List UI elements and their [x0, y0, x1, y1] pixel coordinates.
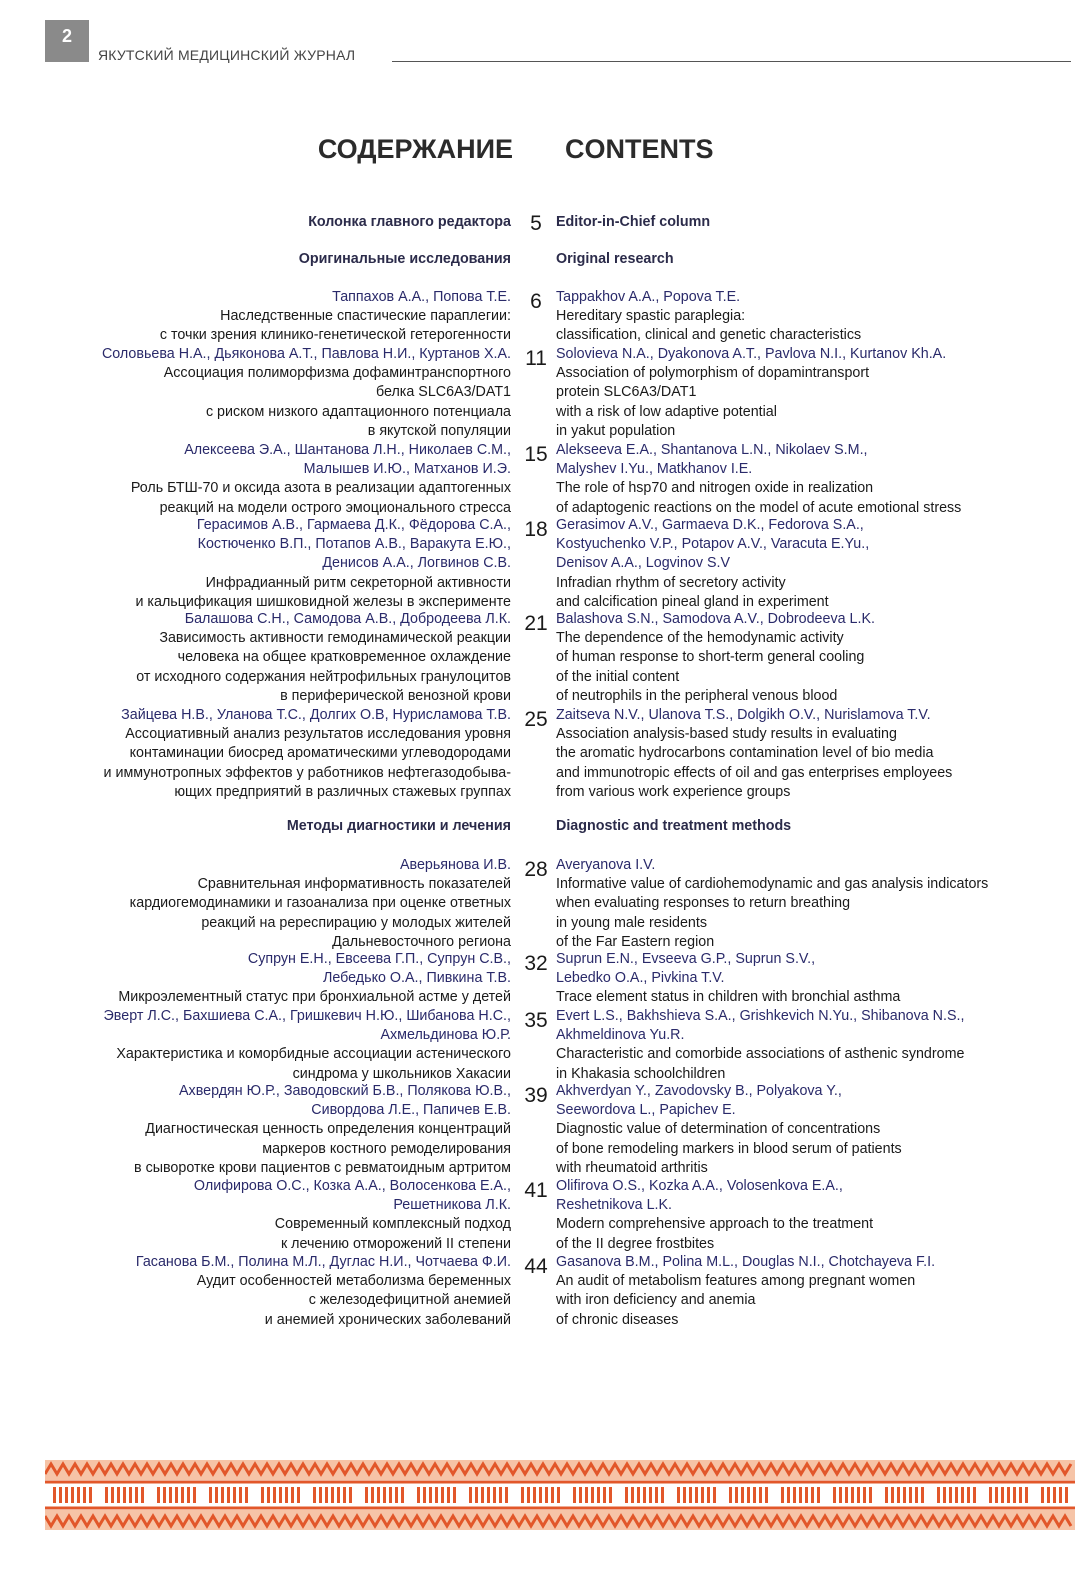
ornament-bar — [105, 1487, 108, 1503]
entry-ru — [21, 856, 511, 952]
ornament-bar — [573, 1487, 576, 1503]
ornament-bar — [557, 1487, 560, 1503]
ornament-bar — [53, 1487, 56, 1503]
ornament-bar — [371, 1487, 374, 1503]
entry-title-en: Hereditary spastic paraplegia: — [556, 308, 746, 325]
entry-title-ru: в периферической венозной крови — [280, 687, 511, 704]
entry-title-en: with iron deficiency and anemia — [556, 1292, 756, 1309]
entry-authors-en: Gerasimov A.V., Garmaeva D.K., Fedorova S.A., — [556, 517, 864, 533]
entry-page-number: 44 — [524, 1255, 548, 1278]
ornament-bar — [123, 1487, 126, 1503]
ornament-bar — [1053, 1487, 1056, 1503]
ornament-bar — [689, 1487, 692, 1503]
ornament-bar — [863, 1487, 866, 1503]
ornament-bar — [585, 1487, 588, 1503]
ornament-bar — [903, 1487, 906, 1503]
editor-column-ru: Колонка главного редактора — [308, 214, 511, 230]
ornament-bar — [701, 1487, 704, 1503]
entry-title-ru: Диагностическая ценность определения концентраций — [145, 1121, 511, 1138]
section-heading-en: Original research — [556, 251, 674, 267]
entry-authors-en: Suprun E.N., Evseeva G.P., Suprun S.V., — [556, 951, 816, 967]
entry-title-en: Diagnostic value of determination of concentrations — [556, 1121, 881, 1138]
entry-ru — [21, 1082, 511, 1178]
entry-en — [556, 1082, 1074, 1178]
entry-title-en: and calcification pineal gland in experiment — [556, 593, 829, 610]
ornament-bar — [869, 1487, 872, 1503]
entry-title-en: of the initial content — [556, 668, 680, 685]
entry-title-ru: с точки зрения клинико-генетической гетерогенности — [159, 327, 511, 344]
entry-title-ru: маркеров костного ремоделирования — [262, 1140, 511, 1157]
entry-authors-en: Alekseeva E.A., Shantanova L.N., Nikolaev S.M., — [556, 442, 868, 458]
ornament-bar — [949, 1487, 952, 1503]
ornament-bar — [643, 1487, 646, 1503]
ornament-bar — [661, 1487, 664, 1503]
entry-title-ru: реакций на модели острого эмоционального стресса — [159, 499, 511, 516]
ornament-bar — [545, 1487, 548, 1503]
entry-page-number: 18 — [524, 518, 548, 541]
ornament-bar — [637, 1487, 640, 1503]
entry-title-en: of the Far Eastern region — [556, 933, 715, 950]
ornament-bar — [891, 1487, 894, 1503]
entry-title-ru: Микроэлементный статус при бронхиальной астме у детей — [118, 989, 511, 1006]
ornament-bar — [337, 1487, 340, 1503]
ornament-bar — [735, 1487, 738, 1503]
ornament-bar — [1013, 1487, 1016, 1503]
ornament-bar — [273, 1487, 276, 1503]
contents-title-en: CONTENTS — [565, 134, 714, 164]
entry-title-en: of chronic diseases — [556, 1311, 679, 1328]
ornament-bar — [989, 1487, 992, 1503]
entry-authors-en: Denisov A.A., Logvinov S.V — [556, 555, 731, 572]
entry-authors-en: Solovieva N.A., Dyakonova A.T., Pavlova N.I., Kurtanov Kh.A. — [556, 346, 947, 362]
entry-authors-ru: Аверьянова И.В. — [399, 857, 511, 873]
entry-title-en: The role of hsp70 and nitrogen oxide in realization — [556, 480, 874, 497]
ornament-bar — [169, 1487, 172, 1503]
entry-title-ru: Ассоциация полиморфизма дофаминтранспортного — [163, 365, 511, 382]
entry-title-en: The dependence of the hemodynamic activity — [556, 630, 844, 647]
ornament-bar — [967, 1487, 970, 1503]
ornament-bar — [713, 1487, 716, 1503]
entry-authors-ru: Балашова С.Н., Самодова А.В., Добродеева Л.К. — [184, 611, 511, 627]
ornament-bar — [331, 1487, 334, 1503]
ornament-bar — [401, 1487, 404, 1503]
ornament-bar — [787, 1487, 790, 1503]
ornament-bar — [995, 1487, 998, 1503]
entry-en — [556, 610, 1074, 706]
ornament-bar — [89, 1487, 92, 1503]
entry-authors-ru: Сивордова Л.Е., Папичев Е.В. — [311, 1102, 511, 1119]
entry-title-ru: в якутской популяции — [367, 422, 511, 439]
ornament-bar — [527, 1487, 530, 1503]
ornament-bar — [765, 1487, 768, 1503]
entry-title-ru: контаминации биосред ароматическими углеводородами — [129, 745, 511, 762]
ornament-bar — [943, 1487, 946, 1503]
ornament-bar — [1007, 1487, 1010, 1503]
ornament-bar — [111, 1487, 114, 1503]
entry-title-ru: Роль БТШ-70 и оксида азота в реализации адаптогенных — [130, 480, 511, 497]
ornament-bar — [163, 1487, 166, 1503]
entry-authors-en: Seewordova L., Papichev E. — [556, 1102, 736, 1119]
entry-title-ru: к лечению отморожений II степени — [280, 1235, 511, 1252]
entry-authors-en: Balashova S.N., Samodova A.V., Dobrodeeva L.K. — [556, 611, 875, 627]
entry-title-en: with rheumatoid arthritis — [556, 1159, 708, 1176]
ornament-bar — [961, 1487, 964, 1503]
entry-title-en: classification, clinical and genetic characteristics — [556, 327, 862, 344]
ornament-bar — [753, 1487, 756, 1503]
entry-title-ru: человека на общее кратковременное охлаждение — [177, 649, 511, 666]
entry-en — [556, 441, 1074, 518]
entry-title-en: in Khakasia schoolchildren — [556, 1065, 726, 1082]
entry-authors-ru: Решетникова Л.К. — [393, 1197, 511, 1214]
entry-title-ru: ющих предприятий в различных стажевых группах — [174, 783, 511, 800]
entry-page-number: 21 — [524, 612, 548, 635]
ornament-bar — [521, 1487, 524, 1503]
entry-en — [556, 706, 1074, 802]
entry-title-en: of human response to short-term general cooling — [556, 649, 865, 666]
ornament-bar — [1019, 1487, 1022, 1503]
ornament-bar — [181, 1487, 184, 1503]
entry-authors-ru: Ахвердян Ю.Р., Заводовский Б.В., Полякова Ю.В., — [179, 1083, 511, 1099]
entry-en — [556, 856, 1074, 952]
entry-authors-ru: Таппахов А.А., Попова Т.Е. — [332, 289, 511, 305]
ornament-bar — [885, 1487, 888, 1503]
section-heading-ru: Оригинальные исследования — [298, 251, 511, 267]
ornament-bar — [423, 1487, 426, 1503]
entry-title-ru: Характеристика и коморбидные ассоциации астенического — [116, 1046, 511, 1063]
ornament-bar — [729, 1487, 732, 1503]
ornament-bar — [683, 1487, 686, 1503]
ornament-bar — [389, 1487, 392, 1503]
ornament-bar — [297, 1487, 300, 1503]
entry-authors-ru: Костюченко В.П., Потапов А.В., Варакута Е.Ю., — [197, 536, 511, 553]
entry-en — [556, 516, 1074, 612]
entry-authors-en: Kostyuchenko V.P., Potapov A.V., Varacuta E.Yu., — [556, 536, 870, 553]
entry-title-ru: Ассоциативный анализ результатов исследования уровня — [125, 726, 511, 743]
ornament-bar — [655, 1487, 658, 1503]
entry-title-ru: Аудит особенностей метаболизма беременных — [196, 1273, 511, 1290]
ornament-bar — [285, 1487, 288, 1503]
entry-page-number: 15 — [524, 443, 548, 466]
entry-authors-en: Lebedko O.A., Pivkina T.V. — [556, 970, 725, 987]
entry-title-en: the aromatic hydrocarbons contamination level of bio media — [556, 745, 934, 762]
entry-ru — [21, 1177, 511, 1254]
ornament-bar — [805, 1487, 808, 1503]
entry-en — [556, 1253, 1074, 1330]
ornament-bar — [59, 1487, 62, 1503]
entry-title-ru: реакций на ререспирацию у молодых жителей — [201, 914, 511, 931]
ornament-bar — [377, 1487, 380, 1503]
ornament-bar — [221, 1487, 224, 1503]
ornament-bar — [1059, 1487, 1062, 1503]
ornament-bar — [625, 1487, 628, 1503]
ornament-bar — [591, 1487, 594, 1503]
ornament-bar — [759, 1487, 762, 1503]
ornament-bar — [343, 1487, 346, 1503]
entry-title-ru: с железодефицитной анемией — [308, 1292, 511, 1309]
ornament-bar — [1025, 1487, 1028, 1503]
entry-title-en: Infradian rhythm of secretory activity — [556, 574, 786, 591]
entry-title-ru: Инфрадианный ритм секреторной активности — [205, 574, 511, 591]
entry-title-en: with a risk of low adaptive potential — [556, 403, 777, 420]
entry-authors-en: Reshetnikova L.K. — [556, 1197, 673, 1214]
ornament-bar — [65, 1487, 68, 1503]
entry-authors-ru: Зайцева Н.В., Уланова Т.С., Долгих О.В, Нурисламова Т.В. — [121, 707, 511, 723]
entry-authors-en: Akhmeldinova Yu.R. — [556, 1027, 685, 1044]
ornament-bar — [1065, 1487, 1068, 1503]
ornament-bar — [493, 1487, 496, 1503]
ornament-bar — [383, 1487, 386, 1503]
entry-authors-ru: Лебедько О.А., Пивкина Т.В. — [322, 970, 511, 987]
entry-ru — [21, 706, 511, 802]
ornament-bar — [747, 1487, 750, 1503]
entry-title-ru: и анемией хронических заболеваний — [264, 1311, 511, 1328]
ornament-bar — [915, 1487, 918, 1503]
ornament-bar — [441, 1487, 444, 1503]
entry-title-ru: Дальневосточного региона — [332, 933, 511, 950]
ornament-bar — [741, 1487, 744, 1503]
entry-en — [556, 288, 1074, 346]
entry-title-ru: синдрома у школьников Хакасии — [292, 1065, 511, 1082]
ornament-bar — [539, 1487, 542, 1503]
entry-ru — [21, 610, 511, 706]
ornament-bar — [799, 1487, 802, 1503]
entry-title-ru: белка SLC6A3/DAT1 — [375, 384, 511, 401]
ornament-bar — [261, 1487, 264, 1503]
entry-authors-en: Olifirova O.S., Kozka A.A., Volosenkova E.A., — [556, 1178, 843, 1194]
ornament-bar — [937, 1487, 940, 1503]
editor-column-en: Editor-in-Chief column — [556, 214, 711, 230]
ornament-bar — [597, 1487, 600, 1503]
ornament-bar — [291, 1487, 294, 1503]
ornament-bar — [845, 1487, 848, 1503]
ornament-bar — [365, 1487, 368, 1503]
ornament-bar — [209, 1487, 212, 1503]
ornament-bar — [129, 1487, 132, 1503]
ornament-bar — [649, 1487, 652, 1503]
ornament-bar — [475, 1487, 478, 1503]
entry-title-en: Trace element status in children with bronchial asthma — [556, 989, 901, 1006]
entry-title-en: in young male residents — [556, 914, 707, 931]
header-rule — [392, 61, 1071, 62]
entry-authors-ru: Супрун Е.Н., Евсеева Г.П., Супрун С.В., — [247, 951, 511, 967]
ornament-bar — [239, 1487, 242, 1503]
ornament-bar — [227, 1487, 230, 1503]
entry-en — [556, 950, 1074, 1008]
ornament-bar — [245, 1487, 248, 1503]
entry-title-ru: Сравнительная информативность показателей — [197, 876, 511, 893]
contents-title-ru: СОДЕРЖАНИЕ — [317, 134, 513, 164]
ornament-bar — [851, 1487, 854, 1503]
entry-title-en: in yakut population — [556, 422, 676, 439]
ornament-bar — [499, 1487, 502, 1503]
entry-page-number: 25 — [524, 708, 548, 731]
entry-title-ru: Современный комплексный подход — [274, 1216, 511, 1233]
section-heading-en: Diagnostic and treatment methods — [556, 818, 792, 834]
ornament-bar — [1047, 1487, 1050, 1503]
ornament-bar — [193, 1487, 196, 1503]
ornament-bar — [955, 1487, 958, 1503]
ornament-bar — [215, 1487, 218, 1503]
ornament-bar — [551, 1487, 554, 1503]
ornament-bar — [313, 1487, 316, 1503]
ornament-bar — [395, 1487, 398, 1503]
ornament-bar — [135, 1487, 138, 1503]
ornament-bar — [141, 1487, 144, 1503]
entry-title-en: Modern comprehensive approach to the treatment — [556, 1216, 874, 1233]
entry-authors-ru: Олифирова О.С., Козка А.А., Волосенкова Е.А., — [193, 1178, 511, 1194]
entry-page-number: 39 — [524, 1084, 548, 1107]
entry-title-ru: и иммунотропных эффектов у работников нефтегазодобыва- — [103, 764, 511, 781]
ornament-bar — [429, 1487, 432, 1503]
entry-title-en: Association of polymorphism of dopamintransport — [556, 365, 870, 382]
ornament-bar — [349, 1487, 352, 1503]
ornament-bar — [1001, 1487, 1004, 1503]
entry-ru — [21, 1253, 511, 1330]
ornament-bar — [677, 1487, 680, 1503]
ornament-bar — [453, 1487, 456, 1503]
entry-ru — [21, 516, 511, 612]
entry-title-en: Association analysis-based study results in evaluating — [556, 726, 897, 743]
entry-authors-ru: Ахмельдинова Ю.Р. — [380, 1027, 511, 1044]
ornament-bar — [897, 1487, 900, 1503]
entry-ru — [21, 1007, 511, 1084]
ornament-bar — [319, 1487, 322, 1503]
ornament-bar — [811, 1487, 814, 1503]
ornament-bar — [187, 1487, 190, 1503]
entry-authors-en: Tappakhov A.A., Popova T.E. — [556, 289, 741, 305]
entry-en — [556, 345, 1074, 441]
ornament-bar — [781, 1487, 784, 1503]
entry-page-number: 32 — [524, 952, 548, 975]
entry-title-en: of the II degree frostbites — [556, 1235, 715, 1252]
entry-authors-ru: Соловьева Н.А., Дьяконова А.Т., Павлова Н.И., Куртанов Х.А. — [101, 346, 511, 362]
page-number-box — [45, 20, 89, 62]
ornament-bar — [505, 1487, 508, 1503]
entry-title-ru: Зависимость активности гемодинамической реакции — [159, 630, 511, 647]
ornament-bar — [1041, 1487, 1044, 1503]
entry-authors-ru: Герасимов А.В., Гармаева Д.К., Фёдорова С.А., — [196, 517, 511, 533]
ornament-bar — [579, 1487, 582, 1503]
ornament-bar — [267, 1487, 270, 1503]
entry-title-en: when evaluating responses to return breathing — [556, 895, 851, 912]
ornament-bar — [175, 1487, 178, 1503]
ornament-bar — [707, 1487, 710, 1503]
ornament-bar — [417, 1487, 420, 1503]
journal-name: ЯКУТСКИЙ МЕДИЦИНСКИЙ ЖУРНАЛ — [98, 47, 356, 63]
entry-authors-ru: Эверт Л.С., Бахшиева С.А., Гришкевич Н.Ю., Шибанова Н.С., — [103, 1008, 511, 1024]
entry-authors-en: Evert L.S., Bakhshieva S.A., Grishkevich N.Yu., Shibanova N.S., — [556, 1008, 965, 1024]
ornament-bar — [325, 1487, 328, 1503]
ornament-bar — [857, 1487, 860, 1503]
ornament-bar — [921, 1487, 924, 1503]
ornament-bar — [157, 1487, 160, 1503]
ornament-bar — [631, 1487, 634, 1503]
entry-page-number: 6 — [530, 290, 542, 313]
entry-ru — [21, 345, 511, 441]
ornament-bar — [695, 1487, 698, 1503]
ornament-bar — [117, 1487, 120, 1503]
entry-title-en: of bone remodeling markers in blood serum of patients — [556, 1140, 902, 1157]
entry-title-ru: с риском низкого адаптационного потенциала — [205, 403, 511, 420]
entry-authors-ru: Гасанова Б.М., Полина М.Л., Дуглас Н.И., Чотчаева Ф.И. — [135, 1254, 511, 1270]
entry-title-en: of adaptogenic reactions on the model of acute emotional stress — [556, 499, 962, 516]
ornament-bar — [533, 1487, 536, 1503]
entry-title-ru: в сыворотке крови пациентов с ревматоидным артритом — [134, 1159, 511, 1176]
entry-authors-en: Malyshev I.Yu., Matkhanov I.E. — [556, 461, 753, 478]
entry-ru — [21, 441, 511, 518]
entry-authors-en: Akhverdyan Y., Zavodovsky B., Polyakova Y., — [556, 1083, 842, 1099]
entry-title-ru: и кальцификация шишковидной железы в эксперименте — [135, 593, 511, 610]
entry-authors-ru: Малышев И.Ю., Матханов И.Э. — [303, 461, 511, 478]
ornament-border — [45, 1460, 1075, 1530]
entry-title-en: from various work experience groups — [556, 783, 791, 800]
entry-authors-en: Averyanova I.V. — [556, 857, 656, 873]
entry-title-ru: кардиогемодинамики и газоанализа при оценке ответных — [129, 895, 511, 912]
ornament-bar — [279, 1487, 282, 1503]
ornament-bar — [233, 1487, 236, 1503]
ornament-bar — [481, 1487, 484, 1503]
entry-page-number: 11 — [525, 347, 547, 370]
entry-page-number: 28 — [524, 858, 548, 881]
entry-title-en: Informative value of cardiohemodynamic and gas analysis indicators — [556, 876, 989, 893]
entry-title-en: Characteristic and comorbide associations of asthenic syndrome — [556, 1046, 965, 1063]
entry-ru — [21, 288, 511, 346]
ornament-bar — [839, 1487, 842, 1503]
ornament-bar — [469, 1487, 472, 1503]
ornament-bar — [909, 1487, 912, 1503]
ornament-bar — [833, 1487, 836, 1503]
entry-page-number: 35 — [524, 1009, 548, 1032]
section-heading-ru: Методы диагностики и лечения — [286, 818, 511, 834]
entry-title-ru: Наследственные спастические параплегии: — [220, 308, 511, 325]
ornament-bar — [817, 1487, 820, 1503]
entry-title-ru: от исходного содержания нейтрофильных гранулоцитов — [136, 668, 511, 685]
entry-title-en: An audit of metabolism features among pregnant women — [556, 1273, 916, 1290]
ornament-bar — [83, 1487, 86, 1503]
ornament-bar — [487, 1487, 490, 1503]
entry-en — [556, 1007, 1074, 1084]
ornament-bar — [71, 1487, 74, 1503]
ornament-bar — [609, 1487, 612, 1503]
entry-en — [556, 1177, 1074, 1254]
ornament-bar — [435, 1487, 438, 1503]
ornament-bar — [973, 1487, 976, 1503]
entry-authors-en: Zaitseva N.V., Ulanova T.S., Dolgikh O.V., Nurislamova T.V. — [556, 707, 931, 723]
entry-page-number: 41 — [524, 1179, 548, 1202]
entry-title-en: and immunotropic effects of oil and gas enterprises employees — [556, 764, 953, 781]
entry-title-en: protein SLC6A3/DAT1 — [556, 384, 697, 401]
editor-column-page: 5 — [530, 212, 542, 235]
entry-authors-ru: Денисов А.А., Логвинов С.В. — [322, 555, 511, 572]
entry-authors-en: Gasanova B.M., Polina M.L., Douglas N.I., Chotchayeva F.I. — [556, 1254, 936, 1270]
ornament-bar — [793, 1487, 796, 1503]
ornament-bar — [447, 1487, 450, 1503]
page-number: 2 — [61, 26, 72, 46]
ornament-bar — [603, 1487, 606, 1503]
entry-ru — [21, 950, 511, 1008]
ornament-bar — [77, 1487, 80, 1503]
entry-authors-ru: Алексеева Э.А., Шантанова Л.Н., Николаев С.М., — [184, 442, 511, 458]
entry-title-en: of neutrophils in the peripheral venous blood — [556, 687, 838, 704]
